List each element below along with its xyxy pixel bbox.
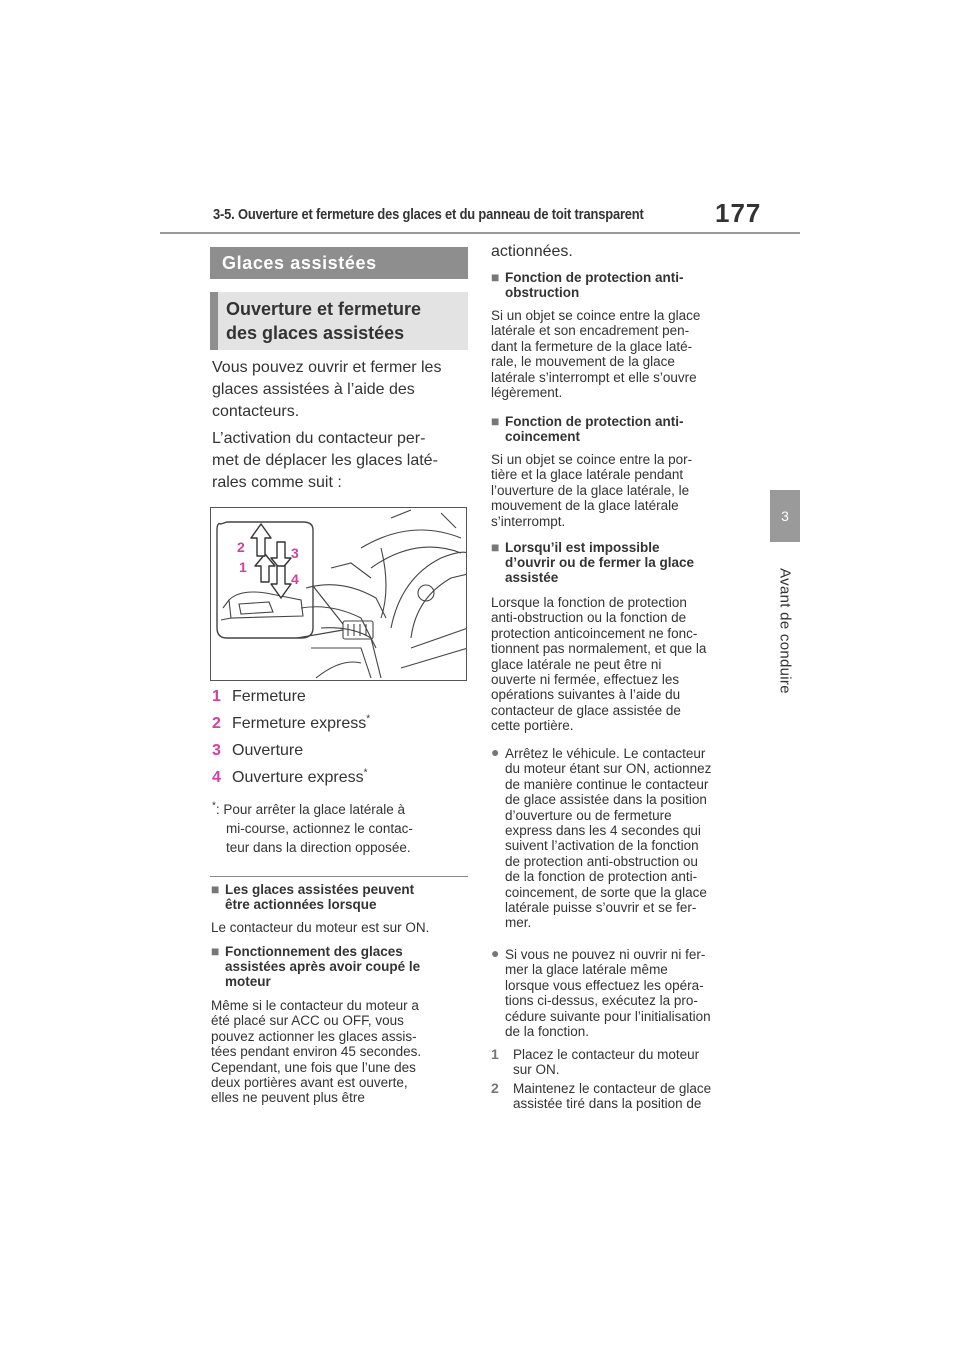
- text-line: légèrement.: [491, 385, 563, 401]
- text-line: tions ci-dessus, exécutez la pro-: [505, 993, 698, 1009]
- illustration-label-3: 3: [291, 545, 299, 561]
- text-line: cette portière.: [491, 718, 574, 734]
- block2-text: [211, 998, 471, 1106]
- numbered-step: [491, 1081, 753, 1112]
- text-line: deux portières avant est ouverte,: [211, 1075, 408, 1091]
- step-number: 2: [491, 1080, 499, 1096]
- illustration-label-4: 4: [291, 571, 299, 587]
- text-line: latérale s’interrompt et elle s’ouvre: [491, 369, 697, 385]
- step-label: Ouverture: [232, 742, 304, 759]
- subhead-anti-pinch: [491, 414, 751, 444]
- block3-text: [491, 308, 753, 400]
- step-number: 3: [212, 742, 221, 759]
- subhead-operation-conditions: [211, 882, 469, 912]
- bullet-item-initialize: [491, 947, 753, 1039]
- step-number: 2: [212, 715, 221, 732]
- text-line: mer la glace latérale même: [505, 962, 668, 978]
- square-bullet-icon: ■: [211, 881, 220, 897]
- text-line: Arrêtez le véhicule. Le contacteur: [505, 746, 706, 761]
- step-number: 4: [212, 769, 221, 786]
- text-line: Le contacteur du moteur est sur ON.: [211, 920, 430, 935]
- subhead-line: obstruction: [505, 285, 580, 300]
- subhead-cannot-open-close: [491, 540, 751, 585]
- text-line: Cependant, une fois que l’une des: [211, 1059, 416, 1075]
- intro-paragraph-2: [212, 428, 438, 494]
- intro-line: L’activation du contacteur per-: [212, 430, 426, 447]
- footnote-line-1: [212, 800, 468, 819]
- subsection-title-line-2: des glaces assistées: [226, 323, 405, 343]
- text-line: de la fonction.: [505, 1024, 590, 1040]
- header-title: 3-5. Ouverture et fermeture des glaces et du panneau de toit transparent: [213, 206, 644, 223]
- subhead-line: Fonction de protection anti-: [505, 414, 684, 429]
- subhead-line: coincement: [505, 429, 581, 444]
- text-line: lorsque vous effectuez les opéra-: [505, 977, 704, 993]
- text-line: de manière continue le contacteur: [505, 776, 709, 792]
- section-divider: [210, 876, 468, 877]
- subhead-line: assistée: [505, 570, 559, 585]
- subhead-line: assistées après avoir coupé le: [225, 959, 421, 974]
- block5-text: [491, 595, 753, 734]
- text-line: mer.: [505, 915, 532, 931]
- footnote: [212, 800, 468, 857]
- text-line: du moteur étant sur ON, actionnez: [505, 761, 712, 777]
- text-line: latérale et son encadrement pen-: [491, 323, 690, 339]
- text-line: assistée tiré dans la position de: [513, 1096, 702, 1112]
- text-line: s’interrompt.: [491, 513, 566, 529]
- subhead-line: d’ouvrir ou de fermer la glace: [505, 555, 695, 570]
- text-line: Lorsque la fonction de protection: [491, 595, 687, 610]
- footnote-line-2: mi-course, actionnez le contac-: [226, 821, 413, 836]
- text-line: tées pendant environ 45 secondes.: [211, 1044, 422, 1060]
- text-line: rale, le mouvement de la glace: [491, 354, 675, 370]
- chapter-label-text: Avant de conduire: [776, 568, 794, 694]
- text-line: Même si le contacteur du moteur a: [211, 998, 419, 1013]
- chapter-tab: 3: [770, 490, 800, 542]
- subhead-line: Lorsqu’il est impossible: [505, 540, 660, 555]
- illustration-drawing: [211, 508, 467, 681]
- square-bullet-icon: ■: [491, 539, 500, 555]
- step-star: *: [366, 713, 371, 725]
- chapter-label: [761, 556, 809, 706]
- text-line: pouvez actionner les glaces assis-: [211, 1028, 417, 1044]
- text-line: de protection anti-obstruction ou: [505, 853, 698, 869]
- footnote-line-3: teur dans la direction opposée.: [226, 840, 411, 855]
- text-line: Si un objet se coince entre la por-: [491, 452, 693, 467]
- square-bullet-icon: ■: [491, 413, 500, 429]
- intro-line: glaces assistées à l’aide des: [212, 381, 415, 398]
- text-line: elles ne peuvent plus être: [211, 1090, 365, 1106]
- text-line: glace latérale ne peut être ni: [491, 656, 662, 672]
- text-line: mouvement de la glace latérale: [491, 498, 679, 514]
- step-item: [212, 688, 306, 706]
- subsection-title-line-1: Ouverture et fermeture: [226, 299, 422, 319]
- intro-line: contacteurs.: [212, 403, 300, 420]
- window-switch-illustration: [210, 507, 467, 681]
- text-line: l’ouverture de la glace latérale, le: [491, 482, 690, 498]
- square-bullet-icon: ■: [491, 269, 500, 285]
- text-line: anti-obstruction ou la fonction de: [491, 610, 687, 626]
- text-line: de glace assistée dans la position: [505, 792, 707, 808]
- subsection-title: [210, 292, 468, 350]
- text-line: ouverte ni fermée, effectuez les: [491, 672, 680, 688]
- section-title: Glaces assistées: [210, 247, 468, 279]
- square-bullet-icon: ■: [211, 943, 220, 959]
- text-line: Placez le contacteur du moteur: [513, 1047, 700, 1062]
- round-bullet-icon: ●: [491, 744, 500, 760]
- text-line: express dans les 4 secondes qui: [505, 823, 701, 839]
- continued-text: actionnées.: [491, 243, 573, 260]
- subhead-anti-obstruction: [491, 270, 751, 300]
- text-line: tière et la glace latérale pendant: [491, 467, 684, 483]
- step-item: [212, 769, 368, 787]
- step-star: *: [363, 767, 368, 779]
- subhead-line: être actionnées lorsque: [225, 897, 377, 912]
- bullet-item-reactivate: [491, 746, 753, 931]
- illustration-label-2: 2: [237, 539, 245, 555]
- step-label: Ouverture express: [232, 769, 364, 786]
- step-number: 1: [491, 1046, 499, 1062]
- subhead-line: Les glaces assistées peuvent: [225, 882, 415, 897]
- block1-text: [211, 920, 471, 935]
- header-rule: [160, 232, 800, 234]
- step-item: [212, 715, 370, 733]
- text-line: coincement, de sorte que la glace: [505, 884, 707, 900]
- intro-line: met de déplacer les glaces laté-: [212, 452, 438, 469]
- text-line: opérations suivantes à l’aide du: [491, 687, 681, 703]
- page-number: 177: [715, 198, 762, 228]
- intro-line: Vous pouvez ouvrir et fermer les: [212, 359, 442, 376]
- text-line: Maintenez le contacteur de glace: [513, 1081, 712, 1096]
- text-line: tionnent pas normalement, et que la: [491, 641, 707, 657]
- round-bullet-icon: ●: [491, 945, 500, 961]
- subhead-line: Fonction de protection anti-: [505, 270, 684, 285]
- text-line: cédure suivante pour l’initialisation: [505, 1008, 711, 1024]
- block4-text: [491, 452, 753, 529]
- text-line: protection anticoincement ne fonc-: [491, 625, 698, 641]
- text-line: suivent l’activation de la fonction: [505, 838, 699, 854]
- intro-paragraph-1: [212, 357, 441, 423]
- text-line: été placé sur ACC ou OFF, vous: [211, 1013, 404, 1029]
- text-line: sur ON.: [513, 1062, 560, 1078]
- step-number: 1: [212, 688, 221, 705]
- subhead-line: moteur: [225, 974, 271, 989]
- footnote-text: : Pour arrêter la glace latérale à: [215, 802, 406, 817]
- text-line: dant la fermeture de la glace laté-: [491, 338, 693, 354]
- text-line: Si vous ne pouvez ni ouvrir ni fer-: [505, 947, 706, 962]
- numbered-step: [491, 1047, 753, 1078]
- text-line: d’ouverture ou de fermeture: [505, 807, 672, 823]
- step-label: Fermeture express: [232, 715, 367, 732]
- step-item: [212, 742, 303, 760]
- illustration-label-1: 1: [239, 559, 247, 575]
- text-line: Si un objet se coince entre la glace: [491, 308, 701, 323]
- footnote-star: *: [212, 800, 216, 812]
- subhead-after-engine-off: [211, 944, 469, 989]
- subhead-line: Fonctionnement des glaces: [225, 944, 403, 959]
- text-line: latérale puisse s’ouvrir et se fer-: [505, 900, 697, 916]
- text-line: contacteur de glace assistée de: [491, 702, 681, 718]
- intro-line: rales comme suit :: [212, 474, 342, 491]
- text-line: de la fonction de protection anti-: [505, 869, 698, 885]
- step-label: Fermeture: [232, 688, 306, 705]
